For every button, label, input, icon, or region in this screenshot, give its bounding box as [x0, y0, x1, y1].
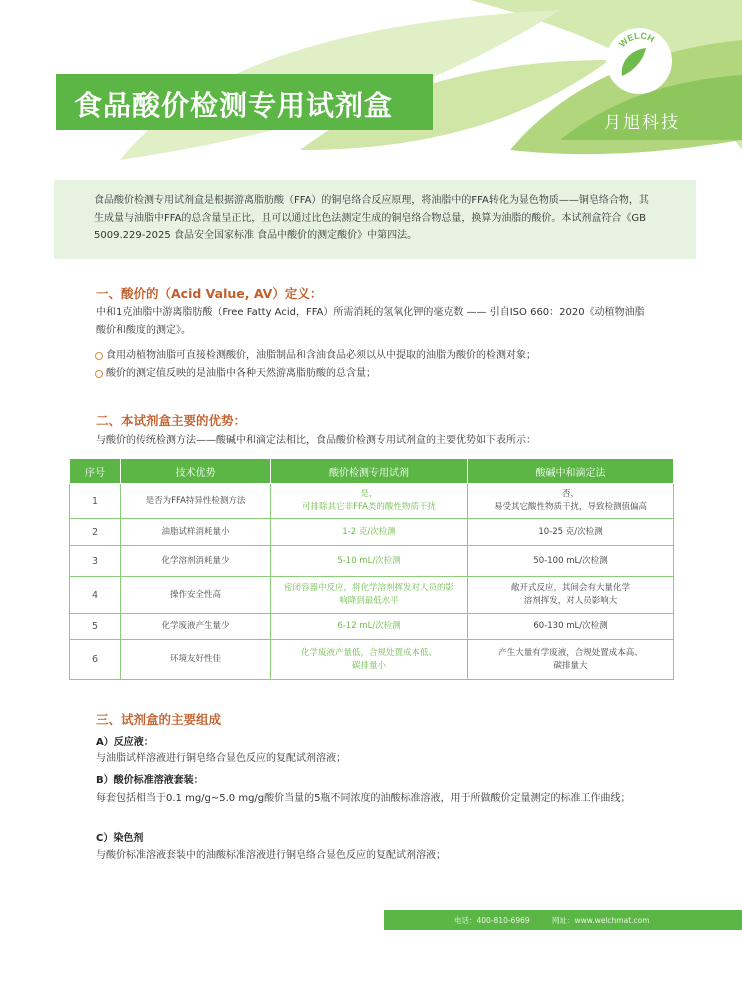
bullet-circle-icon — [95, 352, 103, 360]
advantage-cell: 化学溶剂消耗量少 — [121, 546, 271, 577]
traditional-cell: 产生大量有学废液，合规处置成本高、 碳排量大 — [468, 640, 674, 680]
welch-logo — [606, 28, 672, 94]
kit-cell: 密闭容器中反应，将化学溶剂挥发对人员的影 响降到最低水平 — [271, 577, 468, 614]
table-row — [70, 546, 674, 577]
row-number: 4 — [70, 577, 121, 614]
section1-bullet — [106, 348, 536, 364]
footer-phone: 电话：400-810-6969 — [454, 916, 530, 925]
kit-cell: 是， 可排除其它非FFA类的酸性物质干扰 — [271, 484, 468, 519]
table-header-cell: 序号 — [70, 459, 121, 484]
row-number: 2 — [70, 519, 121, 546]
brand-name: 月旭科技 — [604, 113, 680, 133]
intro-box — [54, 180, 696, 259]
intro-text: 食品酸价检测专用试剂盒是根据游离脂肪酸（FFA）的铜皂络合反应原理，将油脂中的FFA转化为显色物质——铜皂络合物，其生成量与油脂中FFA的总含量呈正比，且可以通过比色法测定生成的铜皂络合物总量，换算为油脂的酸价。本试剂盒符合《GB 5009.229-2025 食品安全国家标准 食品中酸价的测定酸价》中第四法。 — [94, 195, 649, 241]
bullet-circle-icon — [95, 370, 103, 378]
component-a-label: A）反应液： — [96, 737, 154, 748]
section2-title: 二、本试剂盒主要的优势： — [96, 413, 247, 428]
component-a-text: 与油脂试样溶液进行铜皂络合显色反应的复配试剂溶液； — [96, 753, 346, 764]
footer-website: 网址：www.welchmat.com — [552, 916, 650, 925]
traditional-cell: 50-100 mL/次检测 — [468, 546, 674, 577]
component-b-label: B）酸价标准溶液套装： — [96, 775, 204, 786]
component-c-text: 与酸价标准溶液套装中的油酸标准溶液进行铜皂络合显色反应的复配试剂溶液； — [96, 850, 446, 861]
table-header-cell: 酸碱中和滴定法 — [468, 459, 674, 484]
row-number: 6 — [70, 640, 121, 680]
table-row — [70, 614, 674, 640]
table-row — [70, 577, 674, 614]
traditional-cell: 10-25 克/次检测 — [468, 519, 674, 546]
advantage-cell: 操作安全性高 — [121, 577, 271, 614]
row-number: 1 — [70, 484, 121, 519]
table-header-cell: 技术优势 — [121, 459, 271, 484]
kit-cell: 6-12 mL/次检测 — [271, 614, 468, 640]
welch-logo-icon — [606, 28, 672, 94]
footer-contact-bar — [384, 910, 742, 930]
acid-value-definition: 中和1克油脂中游离脂肪酸（Free Fatty Acid，FFA）所需消耗的氢氧化钾的毫克数 —— 引自ISO 660：2020《动植物油脂 酸价和酸度的测定》。 — [96, 307, 645, 336]
component-b-text: 每套包括相当于0.1 mg/g~5.0 mg/g酸价当量的5瓶不同浓度的油酸标准溶液，用于所做酸价定量测定的标准工作曲线； — [96, 793, 631, 804]
traditional-cell: 否， 易受其它酸性物质干扰，导致检测值偏高 — [468, 484, 674, 519]
table-row — [70, 484, 674, 519]
traditional-cell: 60-130 mL/次检测 — [468, 614, 674, 640]
component-c-label: C）染色剂 — [96, 833, 144, 844]
table-header-cell: 酸价检测专用试剂 — [271, 459, 468, 484]
kit-cell: 5-10 mL/次检测 — [271, 546, 468, 577]
section2-intro: 与酸价的传统检测方法——酸碱中和滴定法相比，食品酸价检测专用试剂盒的主要优势如下表所示： — [96, 435, 536, 446]
advantage-cell: 油脂试样消耗量小 — [121, 519, 271, 546]
section1-bullet — [106, 366, 376, 382]
advantage-cell: 化学废液产生量少 — [121, 614, 271, 640]
traditional-cell: 敞开式反应，其间会有大量化学 溶剂挥发，对人员影响大 — [468, 577, 674, 614]
section3-title: 三、试剂盒的主要组成 — [96, 712, 222, 727]
comparison-table — [69, 458, 674, 680]
table-row — [70, 640, 674, 680]
page-title-banner — [56, 74, 433, 130]
section1-title: 一、酸价的（Acid Value, AV）定义： — [96, 286, 323, 301]
table-header-row — [70, 459, 674, 484]
row-number: 5 — [70, 614, 121, 640]
page-title: 食品酸价检测专用试剂盒 — [74, 89, 394, 122]
kit-cell: 1-2 克/次检测 — [271, 519, 468, 546]
svg-text:WELCH — [617, 31, 656, 50]
table-row — [70, 519, 674, 546]
bullet-text: 食用动植物油脂可直接检测酸价，油脂制品和含油食品必须以从中提取的油脂为酸价的检测对象； — [106, 350, 536, 361]
advantage-cell: 是否为FFA特异性检测方法 — [121, 484, 271, 519]
bullet-text: 酸价的测定值反映的是油脂中各种天然游离脂肪酸的总含量； — [106, 368, 376, 379]
row-number: 3 — [70, 546, 121, 577]
logo-ring-label: WELCH — [617, 30, 657, 50]
kit-cell: 化学废液产量低，合规处置成本低、 碳排量小 — [271, 640, 468, 680]
advantage-cell: 环境友好性佳 — [121, 640, 271, 680]
